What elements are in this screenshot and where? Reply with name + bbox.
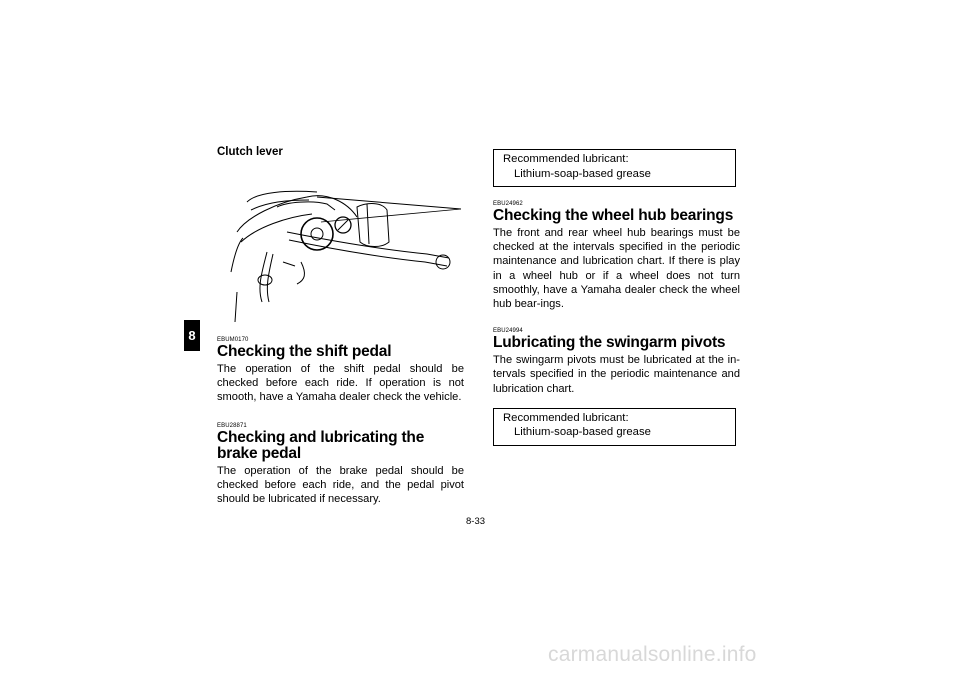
section-swingarm-pivots	[493, 327, 740, 396]
right-column	[493, 149, 740, 446]
left-column	[217, 144, 464, 506]
section-heading: Checking the wheel hub bearings	[493, 207, 734, 224]
chapter-number: 8	[188, 328, 196, 343]
section-code: EBU24962	[493, 201, 523, 207]
lubricant-box	[493, 149, 736, 187]
section-code: EBU28871	[217, 422, 247, 429]
section-body: The swingarm pivots must be lubricated at the in-tervals specified in the periodic maintenance and lubrication chart.	[493, 354, 740, 395]
section-heading: Checking and lubricating the brake pedal	[217, 428, 425, 462]
lubricant-value: Lithium-soap-based grease	[514, 426, 651, 439]
section-wheel-hub-bearings	[493, 200, 740, 311]
section-brake-pedal	[217, 422, 464, 507]
section-code: EBUM0170	[217, 337, 249, 343]
clutch-lever-illustration	[217, 162, 464, 322]
section-body: The operation of the brake pedal should be checked before each ride, and the pedal pivot should be lubricated if necessary.	[217, 464, 464, 506]
page-number: 8-33	[466, 516, 486, 527]
section-code: EBU24994	[493, 328, 523, 335]
section-body: The operation of the shift pedal should be checked before each ride. If operation is not smooth, have a Yamaha dealer check the vehicle.	[217, 363, 464, 404]
section-heading: Checking the shift pedal	[217, 343, 392, 360]
lubricant-box	[493, 408, 736, 446]
lubricant-value: Lithium-soap-based grease	[514, 167, 651, 180]
section-heading: Lubricating the swingarm pivots	[493, 334, 726, 352]
figure-caption: Clutch lever	[217, 146, 283, 158]
chapter-tab	[184, 320, 200, 351]
lubricant-label: Recommended lubricant:	[503, 411, 629, 424]
section-shift-pedal	[217, 336, 464, 405]
watermark-text: carmanualsonline.info	[548, 643, 757, 666]
section-body: The front and rear wheel hub bearings must be checked at the intervals specified in the periodic maintenance and lubrication chart. If there is play in a wheel hub or if a wheel does not turn smoothly, have a Yamaha dealer check the wheel hub bear-ings.	[493, 227, 740, 311]
lubricant-label: Recommended lubricant:	[503, 153, 629, 165]
